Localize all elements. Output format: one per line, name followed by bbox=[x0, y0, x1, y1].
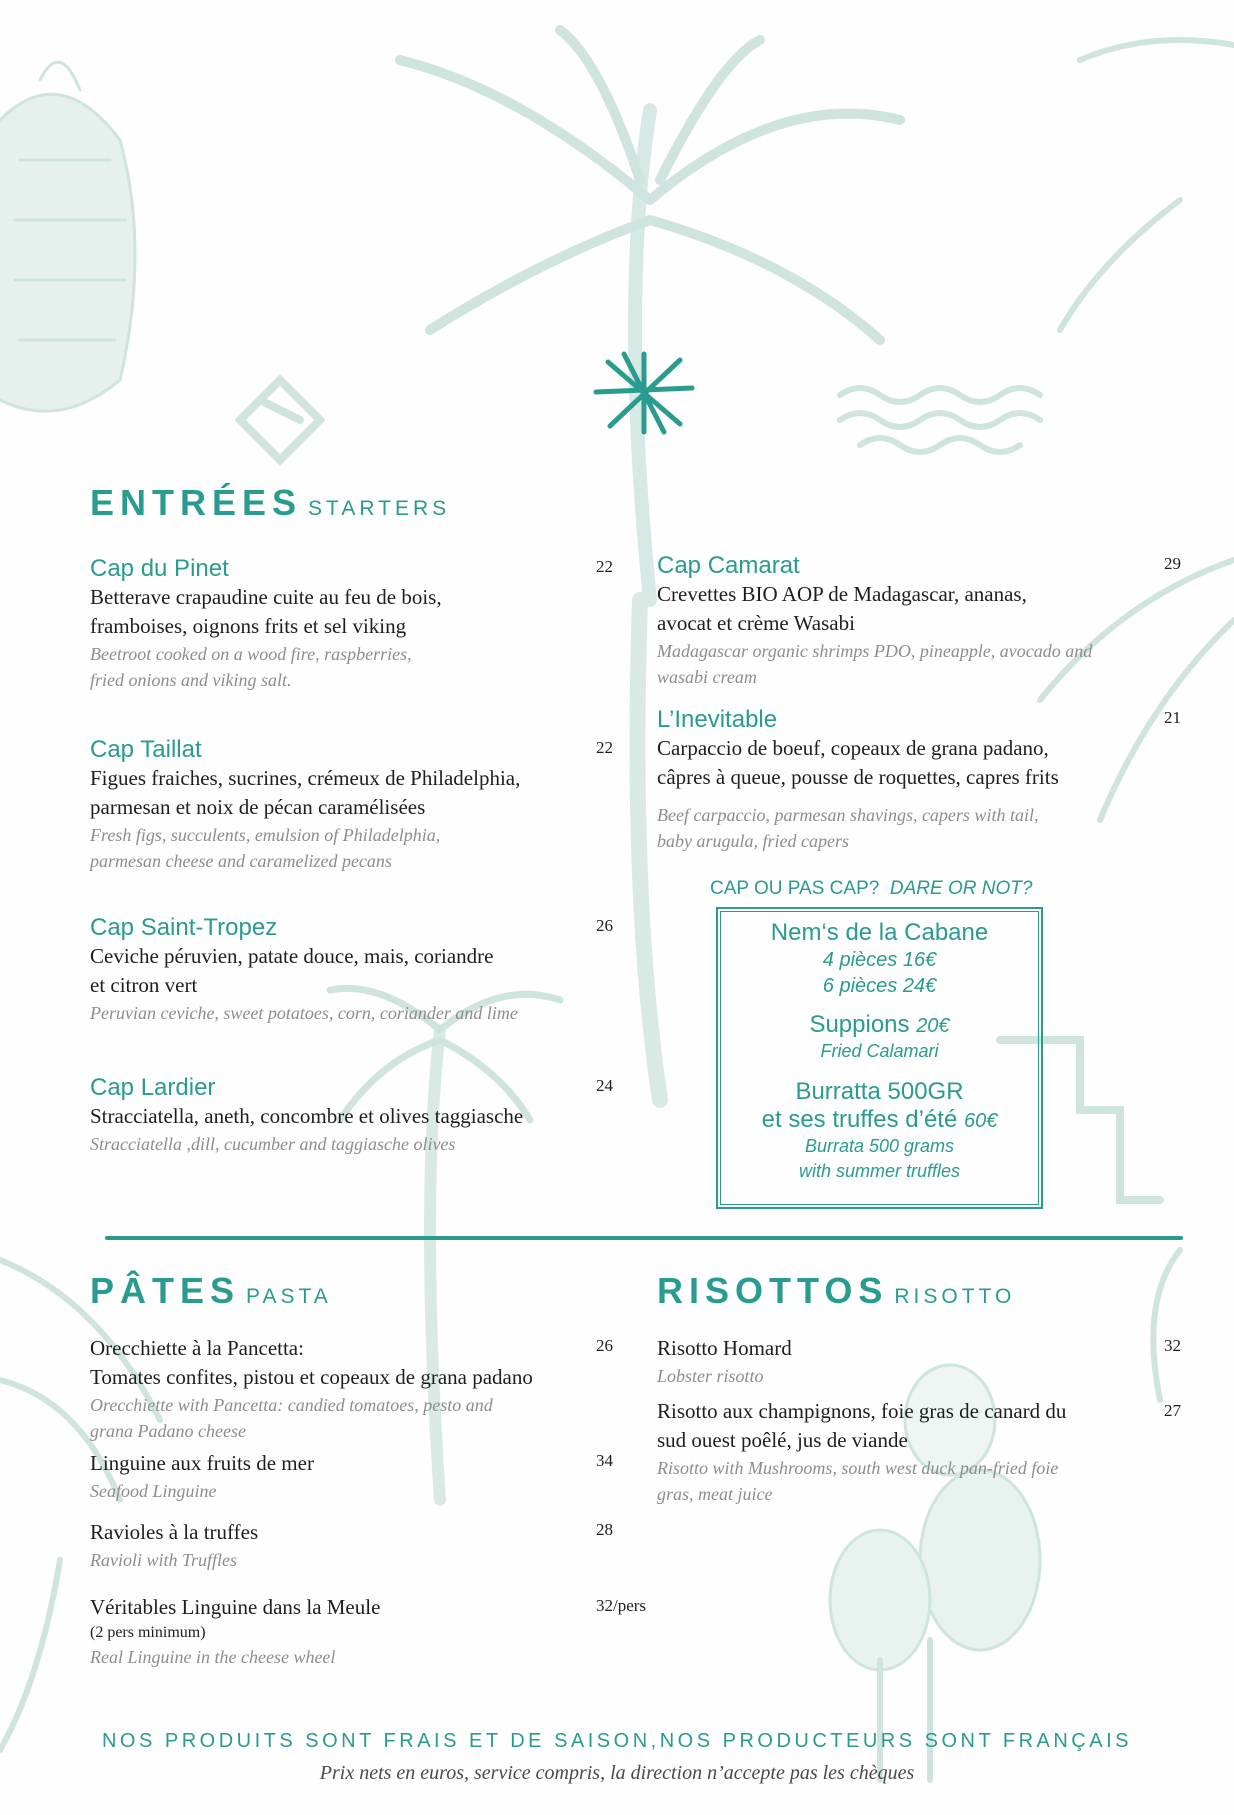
starter-name: L’Inevitable bbox=[657, 706, 778, 733]
starter-item bbox=[657, 706, 1157, 854]
pasta-price: 26 bbox=[596, 1336, 613, 1355]
starter-description-en: parmesan cheese and caramelized pecans bbox=[90, 851, 392, 871]
starter-description-en: Peruvian ceviche, sweet potatoes, corn, coriander and lime bbox=[90, 1003, 518, 1023]
risotto-price: 32 bbox=[1164, 1336, 1181, 1355]
starter-description-fr: Crevettes BIO AOP de Madagascar, ananas, bbox=[657, 582, 1027, 606]
starter-name: Cap Camarat bbox=[657, 552, 800, 579]
entrees-heading bbox=[90, 482, 450, 524]
starter-description-fr: Ceviche péruvien, patate douce, mais, coriandre bbox=[90, 944, 494, 968]
pasta-description-en: Ravioli with Truffles bbox=[90, 1550, 238, 1570]
risotto-description-en: Lobster risotto bbox=[657, 1366, 764, 1386]
pasta-name: Orecchiette à la Pancetta: bbox=[90, 1336, 304, 1360]
starter-item bbox=[90, 736, 650, 874]
starter-description-en: Stracciatella ,dill, cucumber and taggiasche olives bbox=[90, 1134, 456, 1154]
starter-price: 29 bbox=[1164, 554, 1181, 573]
dare-burrata-en2: with summer truffles bbox=[798, 1161, 961, 1181]
starter-name: Cap Lardier bbox=[90, 1074, 216, 1101]
starter-price: 26 bbox=[596, 916, 613, 935]
starter-description-fr: et citron vert bbox=[90, 973, 198, 997]
pasta-description-en: Seafood Linguine bbox=[90, 1481, 217, 1501]
pates-title: PÂTES bbox=[90, 1270, 241, 1311]
footer-tagline: NOS PRODUITS SONT FRAIS ET DE SAISON,NOS PRODUCTEURS SONT FRANÇAIS bbox=[101, 1730, 1132, 1752]
dare-burrata-line2-wrap bbox=[718, 1106, 1041, 1134]
starter-price: 21 bbox=[1164, 708, 1181, 727]
starter-description-fr: framboises, oignons frits et sel viking bbox=[90, 614, 407, 638]
dare-nems-name: Nem‘s de la Cabane bbox=[770, 919, 989, 946]
pates-heading bbox=[90, 1270, 332, 1312]
starter-description-fr: parmesan et noix de pécan caramélisées bbox=[90, 795, 426, 819]
section-divider bbox=[105, 1236, 1183, 1240]
dare-suppions-price: 20€ bbox=[916, 1015, 950, 1037]
risottos-title: RISOTTOS bbox=[657, 1270, 889, 1311]
starter-description-en: Madagascar organic shrimps PDO, pineapple, avocado and bbox=[657, 641, 1093, 661]
dare-burrata-en1: Burrata 500 grams bbox=[804, 1136, 955, 1156]
pasta-name: Ravioles à la truffes bbox=[90, 1520, 259, 1544]
dare-burrata-line2: et ses truffes d’été bbox=[761, 1106, 958, 1133]
starter-name: Cap Taillat bbox=[90, 736, 202, 763]
pasta-note: (2 pers minimum) bbox=[90, 1624, 206, 1641]
pasta-item bbox=[90, 1334, 650, 1444]
risotto-name-line2: sud ouest poêlé, jus de viande bbox=[657, 1428, 908, 1452]
risottos-subtitle: RISOTTO bbox=[894, 1285, 1016, 1308]
pasta-name: Véritables Linguine dans la Meule bbox=[90, 1595, 381, 1619]
footer-note: Prix nets en euros, service compris, la direction n’accepte pas les chèques bbox=[319, 1762, 915, 1784]
starter-description-fr: Figues fraiches, sucrines, crémeux de Philadelphia, bbox=[90, 766, 521, 790]
risotto-item bbox=[657, 1397, 1157, 1507]
dare-suppions-name: Suppions bbox=[809, 1011, 910, 1038]
risotto-price: 27 bbox=[1164, 1401, 1181, 1420]
starter-description-en: wasabi cream bbox=[657, 667, 757, 687]
dare-suppions-en: Fried Calamari bbox=[820, 1041, 939, 1061]
pasta-description-en: grana Padano cheese bbox=[90, 1421, 246, 1441]
starter-item bbox=[657, 552, 1157, 690]
pates-subtitle: PASTA bbox=[246, 1285, 332, 1308]
pasta-name: Linguine aux fruits de mer bbox=[90, 1451, 314, 1475]
pasta-description-en: Orecchiette with Pancetta: candied tomatoes, pesto and bbox=[90, 1395, 493, 1415]
starter-item bbox=[90, 914, 650, 1026]
dare-box bbox=[716, 907, 1043, 1209]
starburst-icon bbox=[588, 348, 700, 438]
starter-description-en: Fresh figs, succulents, emulsion of Philadelphia, bbox=[90, 825, 441, 845]
pasta-name-line2: Tomates confites, pistou et copeaux de grana padano bbox=[90, 1365, 533, 1389]
starter-description-fr: câpres à queue, pousse de roquettes, capres frits bbox=[657, 765, 1059, 789]
pasta-item bbox=[90, 1593, 590, 1670]
dare-nems-6: 6 pièces 24€ bbox=[822, 975, 937, 997]
starter-price: 24 bbox=[596, 1076, 613, 1095]
entrees-title: ENTRÉES bbox=[90, 482, 303, 523]
starter-name: Cap du Pinet bbox=[90, 555, 229, 582]
dare-suppions bbox=[718, 1011, 1041, 1039]
dare-heading-fr: CAP OU PAS CAP? bbox=[710, 878, 880, 899]
dare-heading-en: DARE OR NOT? bbox=[889, 878, 1033, 899]
dare-burrata-line1: Burratta 500GR bbox=[795, 1078, 964, 1105]
risotto-name: Risotto aux champignons, foie gras de canard du bbox=[657, 1399, 1067, 1423]
starter-item bbox=[90, 1074, 650, 1157]
risotto-description-en: gras, meat juice bbox=[657, 1484, 773, 1504]
risotto-description-en: Risotto with Mushrooms, south west duck pan-fried foie bbox=[657, 1458, 1059, 1478]
pasta-price: 28 bbox=[596, 1520, 613, 1539]
pasta-item bbox=[90, 1449, 590, 1504]
starter-description-en: Beetroot cooked on a wood fire, raspberries, bbox=[90, 644, 412, 664]
starter-price: 22 bbox=[596, 738, 613, 757]
starter-name: Cap Saint-Tropez bbox=[90, 914, 278, 941]
starter-description-fr: Stracciatella, aneth, concombre et olives taggiasche bbox=[90, 1104, 524, 1128]
dare-burrata-price: 60€ bbox=[963, 1110, 998, 1132]
entrees-subtitle: STARTERS bbox=[308, 497, 451, 520]
pasta-price: 32/pers bbox=[596, 1596, 647, 1615]
starter-description-en: baby arugula, fried capers bbox=[657, 831, 849, 851]
starter-description-fr: Carpaccio de boeuf, copeaux de grana padano, bbox=[657, 736, 1049, 760]
starter-description-fr: avocat et crème Wasabi bbox=[657, 611, 855, 635]
starter-description-en: Beef carpaccio, parmesan shavings, capers with tail, bbox=[657, 805, 1039, 825]
risotto-name: Risotto Homard bbox=[657, 1336, 792, 1360]
dare-heading bbox=[710, 878, 1032, 900]
risottos-heading bbox=[657, 1270, 1015, 1312]
pasta-item bbox=[90, 1518, 590, 1573]
starter-description-en: fried onions and viking salt. bbox=[90, 670, 292, 690]
risotto-item bbox=[657, 1334, 1157, 1389]
starter-description-fr: Betterave crapaudine cuite au feu de bois, bbox=[90, 585, 442, 609]
pasta-price: 34 bbox=[596, 1451, 613, 1470]
pasta-description-en: Real Linguine in the cheese wheel bbox=[90, 1647, 336, 1667]
dare-nems-4: 4 pièces 16€ bbox=[822, 949, 937, 971]
starter-item bbox=[90, 555, 620, 693]
starter-price: 22 bbox=[596, 557, 613, 576]
